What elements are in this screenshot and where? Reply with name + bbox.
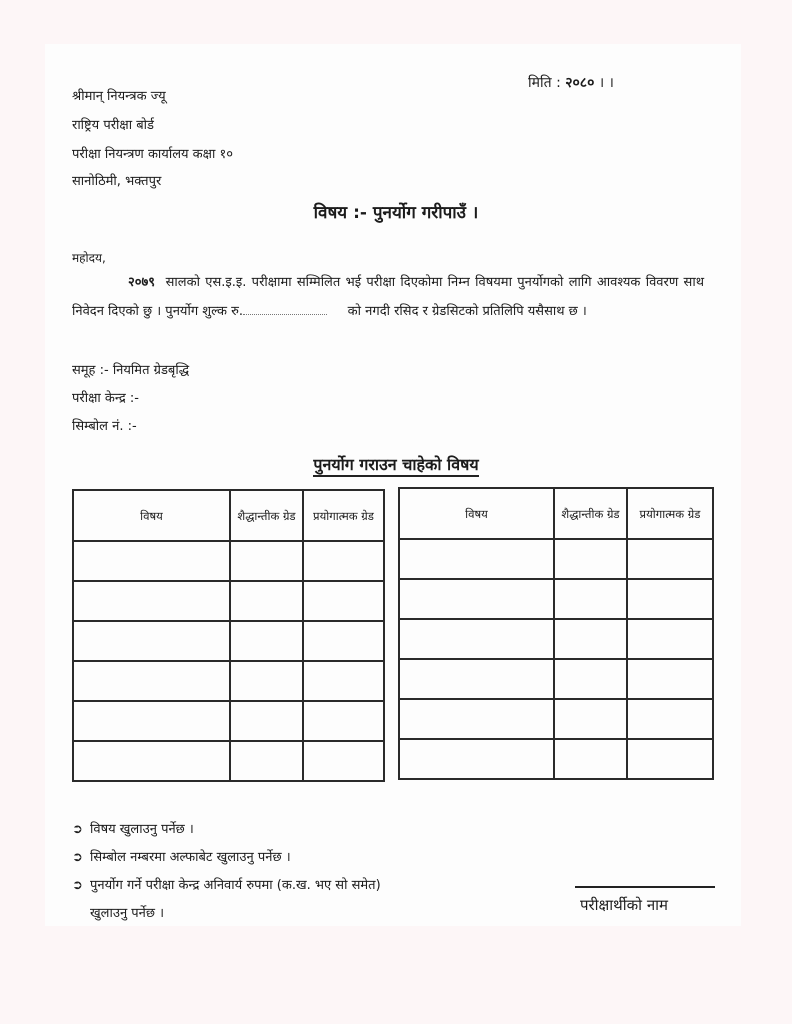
note-item [72, 847, 291, 865]
col-theory-grade: शैद्धान्तीक ग्रेड [230, 490, 303, 541]
table-row [399, 619, 713, 659]
practical-grade-cell[interactable] [627, 539, 713, 579]
field-symbol-number-label: सिम्बोल नं. :- [72, 419, 137, 434]
col-subject: विषय [73, 490, 230, 541]
theory-grade-cell[interactable] [554, 619, 627, 659]
col-subject: विषय [399, 488, 554, 539]
practical-grade-cell[interactable] [627, 699, 713, 739]
date-year: २०८० [565, 75, 595, 91]
field-exam-center-label: परीक्षा केन्द्र :- [72, 391, 139, 406]
body-paragraph [72, 268, 704, 326]
note-text: विषय खुलाउनु पर्नेछ । [90, 822, 194, 837]
subject-cell[interactable] [73, 541, 230, 581]
signature-label: परीक्षार्थीको नाम [580, 896, 669, 914]
subject-cell[interactable] [399, 739, 554, 779]
practical-grade-cell[interactable] [627, 619, 713, 659]
note-item [72, 875, 381, 893]
note-text: पुनर्योग गर्ने परीक्षा केन्द्र अनिवार्य रुपमा (क.ख. भए सो समेत) [90, 878, 381, 893]
table-row [399, 539, 713, 579]
field-group-value: नियमित ग्रेडबृद्धि [112, 363, 190, 378]
theory-grade-cell[interactable] [230, 541, 303, 581]
col-practical-grade: प्रयोगात्मक ग्रेड [627, 488, 713, 539]
table-row [73, 701, 384, 741]
address-line-3: परीक्षा नियन्त्रण कार्यालय कक्षा १० [72, 147, 234, 162]
practical-grade-cell[interactable] [303, 581, 384, 621]
table-title-text: पुनर्योग गराउन चाहेको विषय [313, 455, 478, 477]
field-group-label: समूह :- [72, 363, 109, 378]
note-item [72, 819, 194, 837]
practical-grade-cell[interactable] [627, 659, 713, 699]
practical-grade-cell[interactable] [303, 661, 384, 701]
field-symbol-number [72, 416, 137, 434]
body-text-1: सालको एस.इ.इ. परीक्षामा सम्मिलित भई परीक्षा दिएकोमा निम्न विषयमा पुनर्योगको लागि आवश्यक विवरण साथ निवेदन दिएको छु । पुनर्योग शुल्क रु. [72, 275, 705, 319]
circle-arrow-icon: ➲ [72, 822, 83, 837]
table-row [399, 739, 713, 779]
theory-grade-cell[interactable] [230, 701, 303, 741]
date-separator: : [556, 75, 561, 91]
subject-heading: विषय :- पुनर्योग गरीपाउँ । [313, 203, 479, 223]
circle-arrow-icon: ➲ [72, 878, 83, 893]
table-row [73, 581, 384, 621]
subject-cell[interactable] [73, 701, 230, 741]
table-row [399, 659, 713, 699]
practical-grade-cell[interactable] [303, 621, 384, 661]
table-row [73, 661, 384, 701]
subject-cell[interactable] [73, 741, 230, 781]
salutation: महोदय, [72, 251, 106, 265]
body-text-2: को नगदी रसिद र ग्रेडसिटको प्रतिलिपि यसैसाथ छ । [347, 304, 587, 319]
note-text: सिम्बोल नम्बरमा अल्फाबेट खुलाउनु पर्नेछ । [90, 850, 291, 865]
subject-cell[interactable] [73, 661, 230, 701]
theory-grade-cell[interactable] [554, 539, 627, 579]
subject-cell[interactable] [399, 659, 554, 699]
practical-grade-cell[interactable] [627, 579, 713, 619]
theory-grade-cell[interactable] [230, 741, 303, 781]
grade-table-right [398, 487, 714, 780]
theory-grade-cell[interactable] [554, 579, 627, 619]
theory-grade-cell[interactable] [230, 621, 303, 661]
table-row [399, 699, 713, 739]
col-theory-grade: शैद्धान्तीक ग्रेड [554, 488, 627, 539]
theory-grade-cell[interactable] [554, 699, 627, 739]
field-group [72, 360, 189, 378]
address-line-4: सानोठिमी, भक्तपुर [72, 174, 162, 189]
grade-table-left [72, 489, 385, 782]
theory-grade-cell[interactable] [230, 581, 303, 621]
practical-grade-cell[interactable] [303, 541, 384, 581]
subject-cell[interactable] [399, 699, 554, 739]
field-exam-center [72, 388, 139, 406]
note-item-continued: खुलाउनु पर्नेछ । [90, 906, 165, 921]
table-row [73, 541, 384, 581]
table-row [399, 579, 713, 619]
subject-cell[interactable] [399, 579, 554, 619]
subject-cell[interactable] [399, 619, 554, 659]
date-label: मिति [528, 75, 552, 91]
circle-arrow-icon: ➲ [72, 850, 83, 865]
subject-cell[interactable] [73, 621, 230, 661]
subject-cell[interactable] [73, 581, 230, 621]
fee-amount-blank[interactable] [243, 304, 327, 315]
subject-cell[interactable] [399, 539, 554, 579]
col-practical-grade: प्रयोगात्मक ग्रेड [303, 490, 384, 541]
date-rest: । । [598, 75, 614, 91]
address-line-1: श्रीमान् नियन्त्रक ज्यू [72, 89, 166, 104]
address-line-2: राष्ट्रिय परीक्षा बोर्ड [72, 118, 154, 133]
theory-grade-cell[interactable] [554, 659, 627, 699]
date-line [528, 73, 614, 92]
table-title [0, 453, 792, 475]
practical-grade-cell[interactable] [303, 701, 384, 741]
theory-grade-cell[interactable] [230, 661, 303, 701]
practical-grade-cell[interactable] [627, 739, 713, 779]
theory-grade-cell[interactable] [554, 739, 627, 779]
signature-line [575, 886, 715, 888]
exam-year: २०७९ [128, 275, 156, 290]
table-row [73, 741, 384, 781]
practical-grade-cell[interactable] [303, 741, 384, 781]
table-row [73, 621, 384, 661]
